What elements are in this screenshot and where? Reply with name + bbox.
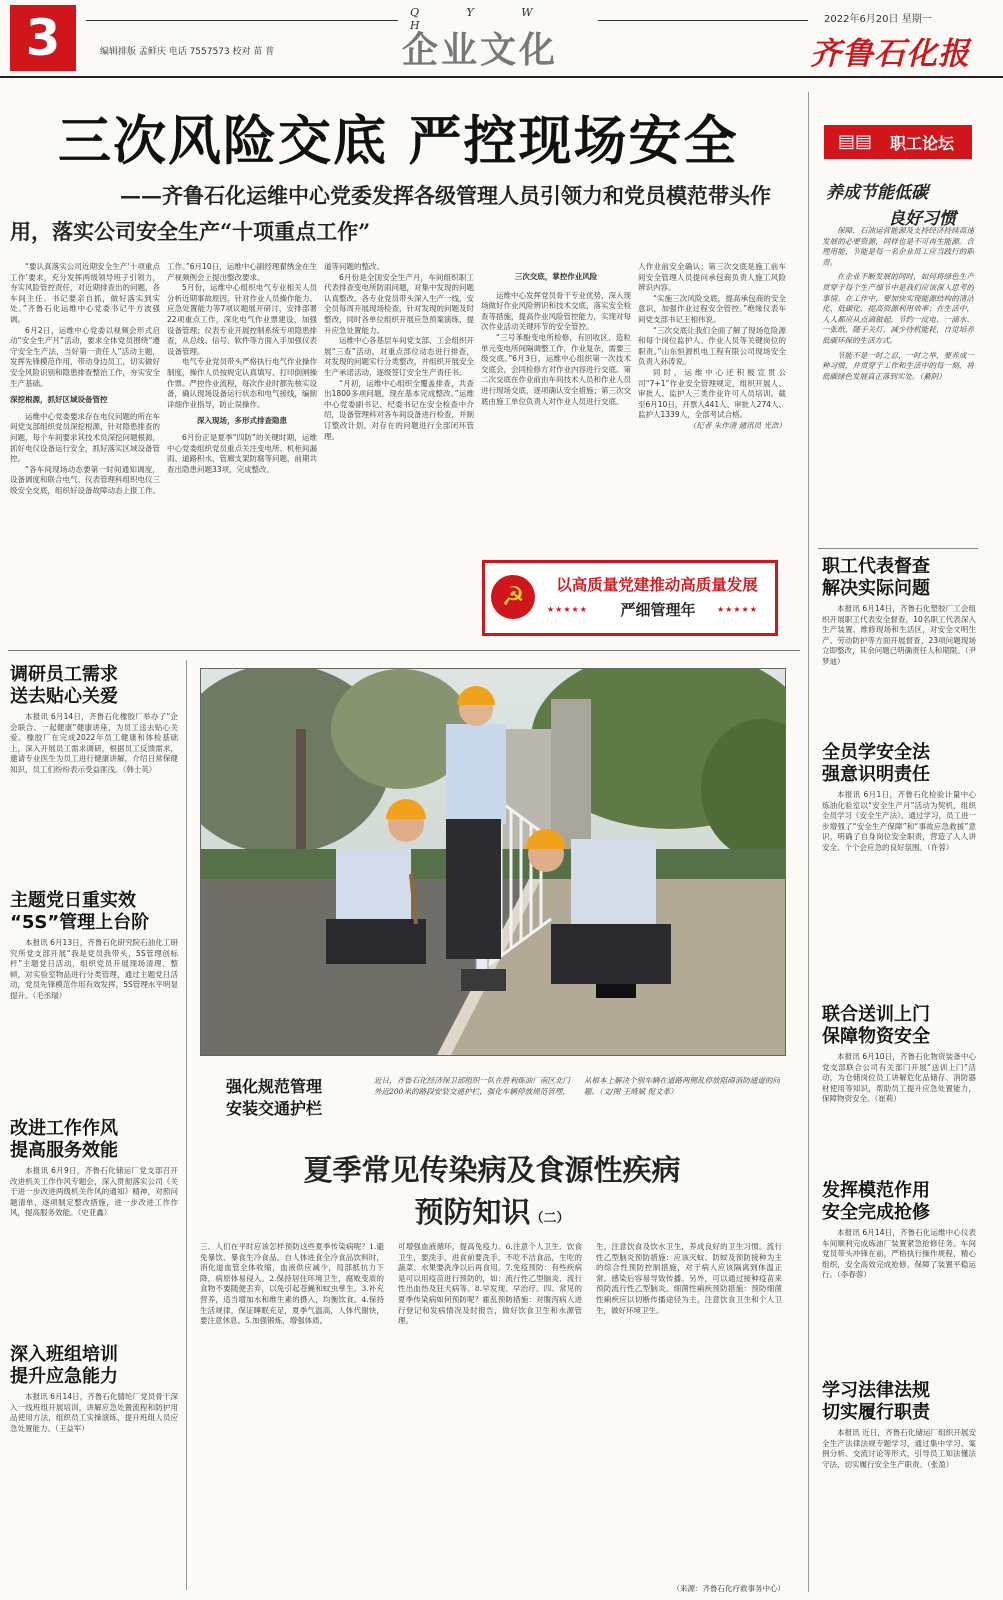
paper-name-logo: 齐鲁石化报 — [810, 36, 970, 72]
left-news-item — [10, 890, 178, 1106]
lead-bottom-rule — [8, 650, 800, 651]
masthead-rule-right — [598, 20, 808, 21]
party-emblem-icon: ☭ — [491, 575, 535, 619]
editor-info: 编辑排版 孟鲜庆 电话 7557573 校对 苗 普 — [100, 47, 275, 57]
worker-standing — [446, 686, 506, 959]
health-source: （来源：齐鲁石化疗救事务中心） — [672, 1584, 785, 1593]
lead-col4-para: “三号苯酚变电所检修，有回收区、造粒单元变电所间隔调整工作，作业复杂，需要三级交底。”6月3日，运维中心组织第一次技术交底会，会同检修方对作业内容进行交底。第二次交底在作业前由车间技术人员和作业人员进行现场交底，逐项确认安全措施；第三次交底由施工单位负责人对作业人员进行交底。 — [481, 332, 631, 406]
masthead-bottom-rule — [0, 76, 1003, 78]
news-title: 学习法律法规 — [822, 1380, 930, 1401]
lead-col5-para: 同时，运维中心还积极宣贯公司“7+1”作业安全管理规定，组织开展人、审批人、监护人三类作业许可人员培训。截至6月10日，开票人441人、审批人274人、监护人1339人，全部考试合格。 — [638, 367, 786, 420]
lead-column-2 — [167, 262, 317, 640]
lead-col4-para: 运维中心发挥党员骨干专业优势，深入现场做好作业风险辨识和技术交底，落实安全检查等措施，提高作业风险管控能力，实现对每次作业活动关键环节的安全管控。 — [481, 290, 631, 332]
banner-stars-left: ★★★★★ — [547, 605, 588, 614]
news-title: 强意识明责任 — [822, 764, 930, 785]
banner-main-text: 以高质量党建推动高质量发展 — [556, 576, 758, 594]
news-photo — [200, 668, 786, 1056]
forum-para: 保障、石油运营能源及支持经济持续高速发展的必要资源，同样也是不可再生能源。合理用能，节能是每一名企业员工应当践行的职责。 — [822, 226, 974, 267]
left-news-item — [10, 1118, 178, 1326]
lead-col3-para: 6月份是全国安全生产月，车间组织职工代表排查变电所防雨问题，对集中发现的问题认真整改。各专业党员带头深入生产一线，安全员每周开展现场检查，针对发现的问题及时整改，同时各单位组织开展应急预案演练，提升应急处置能力。 — [324, 272, 474, 335]
news-body: 本报讯 6月14日，齐鲁石化塑胶厂工会组织开展职工代表安全督查，10名职工代表深入生产装置、维修现场和生活区，对安全文明生产、劳动防护等方面开展督查，23项问题现场立即整改，其余问题已明确责任人和期限。（尹梦迪） — [822, 604, 976, 666]
news-body: 本报讯 6月14日，齐鲁石化腈纶厂党员骨干深入一线班组开展培训，讲解应急处置流程和防护用品使用方法，组织员工实操演练，提升班组人员应急处置能力。（王益军） — [10, 1392, 178, 1433]
lead-col1-subhead: 深挖根源，抓好区域设备管控 — [10, 395, 108, 405]
news-title: 安全完成抢修 — [822, 1202, 930, 1223]
right-column-divider — [808, 92, 809, 1592]
news-body: 本报讯 近日，齐鲁石化储运厂组织开展安全生产法律法规专题学习，通过集中学习、案例分析、交流讨论等形式，引导员工知法懂法守法，切实履行安全生产职责。（张盈） — [822, 1428, 976, 1469]
lead-column-4 — [481, 272, 631, 562]
photo-illustration — [201, 669, 785, 1055]
forum-para: 在企业不断发展的同时，如何将绿色生产贯穿于每个生产细节中是我们应该深入思考的事情。在工作中，要加快实现能源结构的清洁化、低碳化，提高资源利用效率；在生活中，人人都应从点滴做起，节约一度电、一滴水、一张纸，随手关灯，减少待机能耗，自觉培养低碳环保的生活方式。 — [822, 272, 974, 345]
issue-date: 2022年6月20日 星期一 — [824, 14, 932, 25]
right-news-item — [822, 556, 976, 734]
lead-byline: （纪者 朱作清 通讯员 光浩） — [688, 420, 786, 430]
news-body: 本报讯 6月9日，齐鲁石化储运厂党支部召开改进机关工作作风专题会，深入贯彻落实公司《关于进一步改进两级机关作风的通知》精神，对照问题清单，逐项制定整改措施，进一步改进工作作风，提高服务效能。（史亚鑫） — [10, 1166, 178, 1218]
lead-column-3 — [324, 262, 474, 640]
lead-col3-para: “月初，运维中心组织全覆盖排查，共查出1800多项问题，现在基本完成整改。”运维中心党委副书记、纪委书记在安全检查中介绍，设备管理科对各车间设备进行检查，并制订整改计划，对存在的问题进行全部闭环管理。 — [324, 378, 474, 441]
section-title: 企业文化 — [402, 30, 559, 71]
health-title-line1: 夏季常见传染病及食源性疾病 — [303, 1153, 681, 1187]
lead-col2-para: 工作。”6月10日，运维中心副经理翟绣金在生产视频例会上提出整改要求。 — [167, 262, 317, 282]
lead-col1-para: “要认真落实公司近期安全生产‘十项重点工作’要求，充分发挥两级领导班子引领力，夯实风险管控责任，对近期排查出的问题，各车间主任、书记要亲自抓，做好落实到实处。”齐鲁石化运维中心党委书记牛方波强调。 — [10, 262, 160, 324]
left-news-item — [10, 664, 178, 870]
health-column-2: 可增强血液循环，提高免疫力。6.注意个人卫生、饮食卫生，要洗手，进食前要洗手，不吃不洁食品，生吃的蔬菜、水果要洗净以后再食用。7.免疫预防：有些疾病是可以用疫苗进行预防的，如：流行性乙型脑炎、流行性出血热及狂犬病等。8.早发现、早治疗。四、常见的夏季传染病如何预防呢？霍乱预防措施：对腹泻病人进行登记和发病情况及时报告，做好饮食卫生和水源管理。 — [398, 1242, 582, 1326]
news-title: 送去贴心关爱 — [10, 686, 118, 707]
news-body: 本报讯 6月1日，齐鲁石化检验计量中心炼油化验室以“安全生产月”活动为契机，组织全员学习《安全生产法》。通过学习，员工进一步增强了“安全生产保障”和“事故应急救援”意识，明确了自身岗位安全职责，营造了人人讲安全、个个会应急的良好氛围。（许蓉） — [822, 790, 976, 852]
forum-body — [822, 226, 974, 544]
news-title: 深入班组培训 — [10, 1344, 118, 1365]
lead-subtitle-line2: 用，落实公司安全生产“十项重点工作” — [10, 219, 371, 244]
lead-col1-para: 运维中心党委要求存在电仪问题的所在车间党支部组织党员深挖根源，针对隐患排查的问题，每个车间要求其技术员深挖问题根源，抓好电仪设备运行安全，抓好落实区域设备管控。 — [10, 411, 160, 464]
forum-bottom-rule — [818, 548, 978, 549]
right-news-item — [822, 1380, 976, 1588]
news-title: 解决实际问题 — [822, 578, 930, 599]
right-news-item — [822, 742, 976, 990]
page-number-box: 3 — [10, 5, 76, 71]
right-news-item — [822, 1004, 976, 1170]
health-column-1: 三、人们在平时应该怎样预防这些夏季传染病呢？1.避免暴饮、暴食生冷食品。自人体进食全冷食品饮料时，消化道血管全体收缩，血液供应减少，局部抵抗力下降，病原体易侵入。2.保持居住环境卫生，腐败变质的食物不要随便丢弃，以免引起苍蝇和蚊虫孳生。3.补充营养，适当增加水和维生素的摄入，均衡饮食。4.保持生活规律，保证睡眠充足，夏季气温高，人体代谢快，要注意休息。5.加强锻炼，增强体质。 — [200, 1242, 384, 1326]
news-title: 切实履行职责 — [822, 1402, 930, 1423]
health-title-line2-wrap — [200, 1190, 784, 1231]
caption-title: 强化规范管理 — [226, 1077, 323, 1096]
news-title: “5S”管理上台阶 — [10, 912, 150, 933]
photo-caption-title — [226, 1076, 366, 1120]
news-title: 调研员工需求 — [10, 664, 118, 685]
lead-column-5 — [638, 262, 786, 552]
right-news-item — [822, 1180, 976, 1356]
news-body: 本报讯 6月14日，齐鲁石化橡胶厂举办了“企会联合、一起健康”健康讲座，为员工送去贴心关爱。橡胶厂在完成2022年员工健康和体检基础上，深入开展员工需求调研，根据员工反馈需求，邀请专业医生为员工进行健康讲解，介绍日常保健知识，员工们纷纷表示受益匪浅。（韩士英） — [10, 712, 178, 774]
banner-sub-text: 严细管理年 — [620, 601, 696, 619]
lead-col1-para: “各车间现场动态要第一时间通知调度，设备调度和联合电气、仪表管理科组织电仪三级安全交底，组织好设备故障动态上报工作。 — [10, 464, 160, 495]
forum-badge-label: 职工论坛 — [890, 134, 955, 153]
lead-col5-para: “三次交底让我们全面了解了现场危险源和每个岗位监护人、作业人员等关键岗位的职责。”山东恒源机电工程有限公司现场安全负责人孙涛说。 — [638, 325, 786, 367]
lead-col5-para: “实施三次风险交底，提高承包商的安全意识，加强作业过程安全管控。”绝缘仪表车间党支部书记王相伟说。 — [638, 293, 786, 324]
news-title: 主题党日重实效 — [10, 890, 136, 911]
lead-col1-para: 6月2日，运维中心党委以视频会形式启动“安全生产月”活动，要求全体党员围绕“遵守安全生产法，当好第一责任人”活动主题，发挥先锋模范作用，带动身边员工，切实做好安全风险识别和隐患排查整治工作，夯实安全生产基础。 — [10, 325, 160, 388]
news-body: 本报讯 6月13日，齐鲁石化研究院石油化工研究所党支部开展“我是党员我带头，5S管理创标杆”主题党日活动，组织党员开展现场清理、整顿，对实验室物品进行分类管理，通过主题党日活动，党员先锋模范作用有效发挥，5S管理水平明显提升。（毛丞瑞） — [10, 938, 178, 1000]
lead-col2-para: 电气专业党员带头严格执行电气作业操作制度，操作人员按规定认真填写、打印倒闸操作票。严控作业流程，每次作业时都先核实设备，确认现场设备运行状态和电气接线，编制详细作业指导，防止误操作。 — [167, 357, 317, 409]
news-title: 联合送训上门 — [822, 1004, 930, 1025]
forum-title-line2: 良好习惯 — [888, 209, 956, 229]
forum-badge-icon: ▤▤ — [837, 131, 872, 152]
health-title-line2: 预防知识 — [414, 1195, 531, 1229]
masthead-rule — [86, 20, 398, 21]
news-title: 改进工作作风 — [10, 1118, 118, 1139]
lead-col3-para: 运维中心各基层车间党支部、工会组织开展“三查”活动，对重点部位动态进行排查，对发现的问题实行分类整改，并组织开展安全生产承诺活动，逐级签订安全生产责任书。 — [324, 336, 474, 377]
lead-column-1 — [10, 262, 160, 640]
news-body: 本报讯 6月14日，齐鲁石化运维中心仪表车间顺利完成炼油厂装置紧急抢修任务。车间党员带头冲锋在前，严格执行操作规程，精心组织，安全高效完成抢修，保障了装置平稳运行。（李春蓉） — [822, 1228, 976, 1280]
party-banner — [482, 560, 778, 636]
news-title: 全员学安全法 — [822, 742, 930, 763]
left-news-item — [10, 1344, 178, 1588]
health-title-suffix: （二） — [530, 1211, 570, 1226]
lead-col4-subhead: 三次交底，掌控作业风险 — [514, 272, 598, 281]
forum-badge — [824, 125, 972, 159]
lead-headline: 三次风险交底 严控现场安全 — [58, 110, 739, 172]
news-body: 本报讯 6月10日，齐鲁石化物资装备中心党支部联合公司有关部门开展“送训上门”活动，为仓储岗位员工讲解危化品储存、消防器材使用等知识，帮助员工提升应急处置能力，保障物资安全。（崔莉） — [822, 1052, 976, 1104]
banner-stars-right: ★★★★★ — [717, 605, 758, 614]
railing-base — [461, 969, 506, 991]
health-column-3: 生，注意饮食及饮水卫生，养成良好的卫生习惯。流行性乙型脑炎预防措施：应该灭蚊、防蚊及预防接种为主的综合性预防控制措施，对于病人应该隔离到体温正常。感染后容易导致传播。另外，可以通过接种疫苗来预防流行性乙型脑炎。细菌性痢疾预防措施：预防细菌性痢疾应以切断传播途径为主，注意饮食卫生和个人卫生，做好环境卫生。 — [596, 1242, 782, 1315]
news-title: 提高服务效能 — [10, 1140, 118, 1161]
section-pinyin: Q Y W H — [410, 6, 555, 32]
forum-title-line1: 养成节能低碳 — [826, 183, 928, 203]
lead-col2-para: 5月份，运维中心组织电气专业相关人员分析近期事故原因，针对作业人员操作能力、应急处置能力等7项议题展开研讨，安排部署22项重点工作，深化电气作业票建设，加强设备管理；仪表专业开展控制系统专项隐患排查，从总线、信号、软件等方面入手加强仪表设备管理。 — [167, 283, 317, 356]
news-title: 发挥模范作用 — [822, 1180, 930, 1201]
lead-col2-para: 6月份正是夏季“四防”的关键时期，运维中心党委组织党员重点关注变电所、机柜间漏雨、道路积水、管廊支架防腐等问题，前期共查出隐患问题33项，完成整改。 — [167, 432, 317, 474]
photo-caption-text: 近日，齐鲁石化经济保卫部组织一队在胜利炼油厂南区北门外近200米的路段安装交通护栏，强化车辆停放规范管理，从根本上解决个别车辆在道路两侧乱停放阻碍消防通道的问题。（文/图 王绮斌 倪文革） — [374, 1076, 780, 1096]
news-title: 提升应急能力 — [10, 1366, 118, 1387]
news-title: 保障物资安全 — [822, 1026, 930, 1047]
lead-col3-para: 道等问题的整改。 — [324, 262, 384, 271]
left-column-divider — [186, 660, 187, 1590]
lead-col5-para: 人作业前安全确认；第三次交底是施工前车间安全管理人员提问承包商负责人施工风险辨识内容。 — [638, 262, 786, 293]
caption-title: 安装交通护栏 — [226, 1099, 323, 1118]
lead-subtitle-line1: ——齐鲁石化运维中心党委发挥各级管理人员引领力和党员模范带头作 — [120, 183, 771, 208]
news-title: 职工代表督查 — [822, 556, 930, 577]
lead-col2-subhead: 深入现场，多形式排查隐患 — [197, 416, 287, 426]
forum-para: 节能不是一时之忍，一时之举，要养成一种习惯，并贯穿于工作和生活中的每一刻，将低碳绿色发展真正落到实处。（綦阴） — [822, 350, 974, 381]
